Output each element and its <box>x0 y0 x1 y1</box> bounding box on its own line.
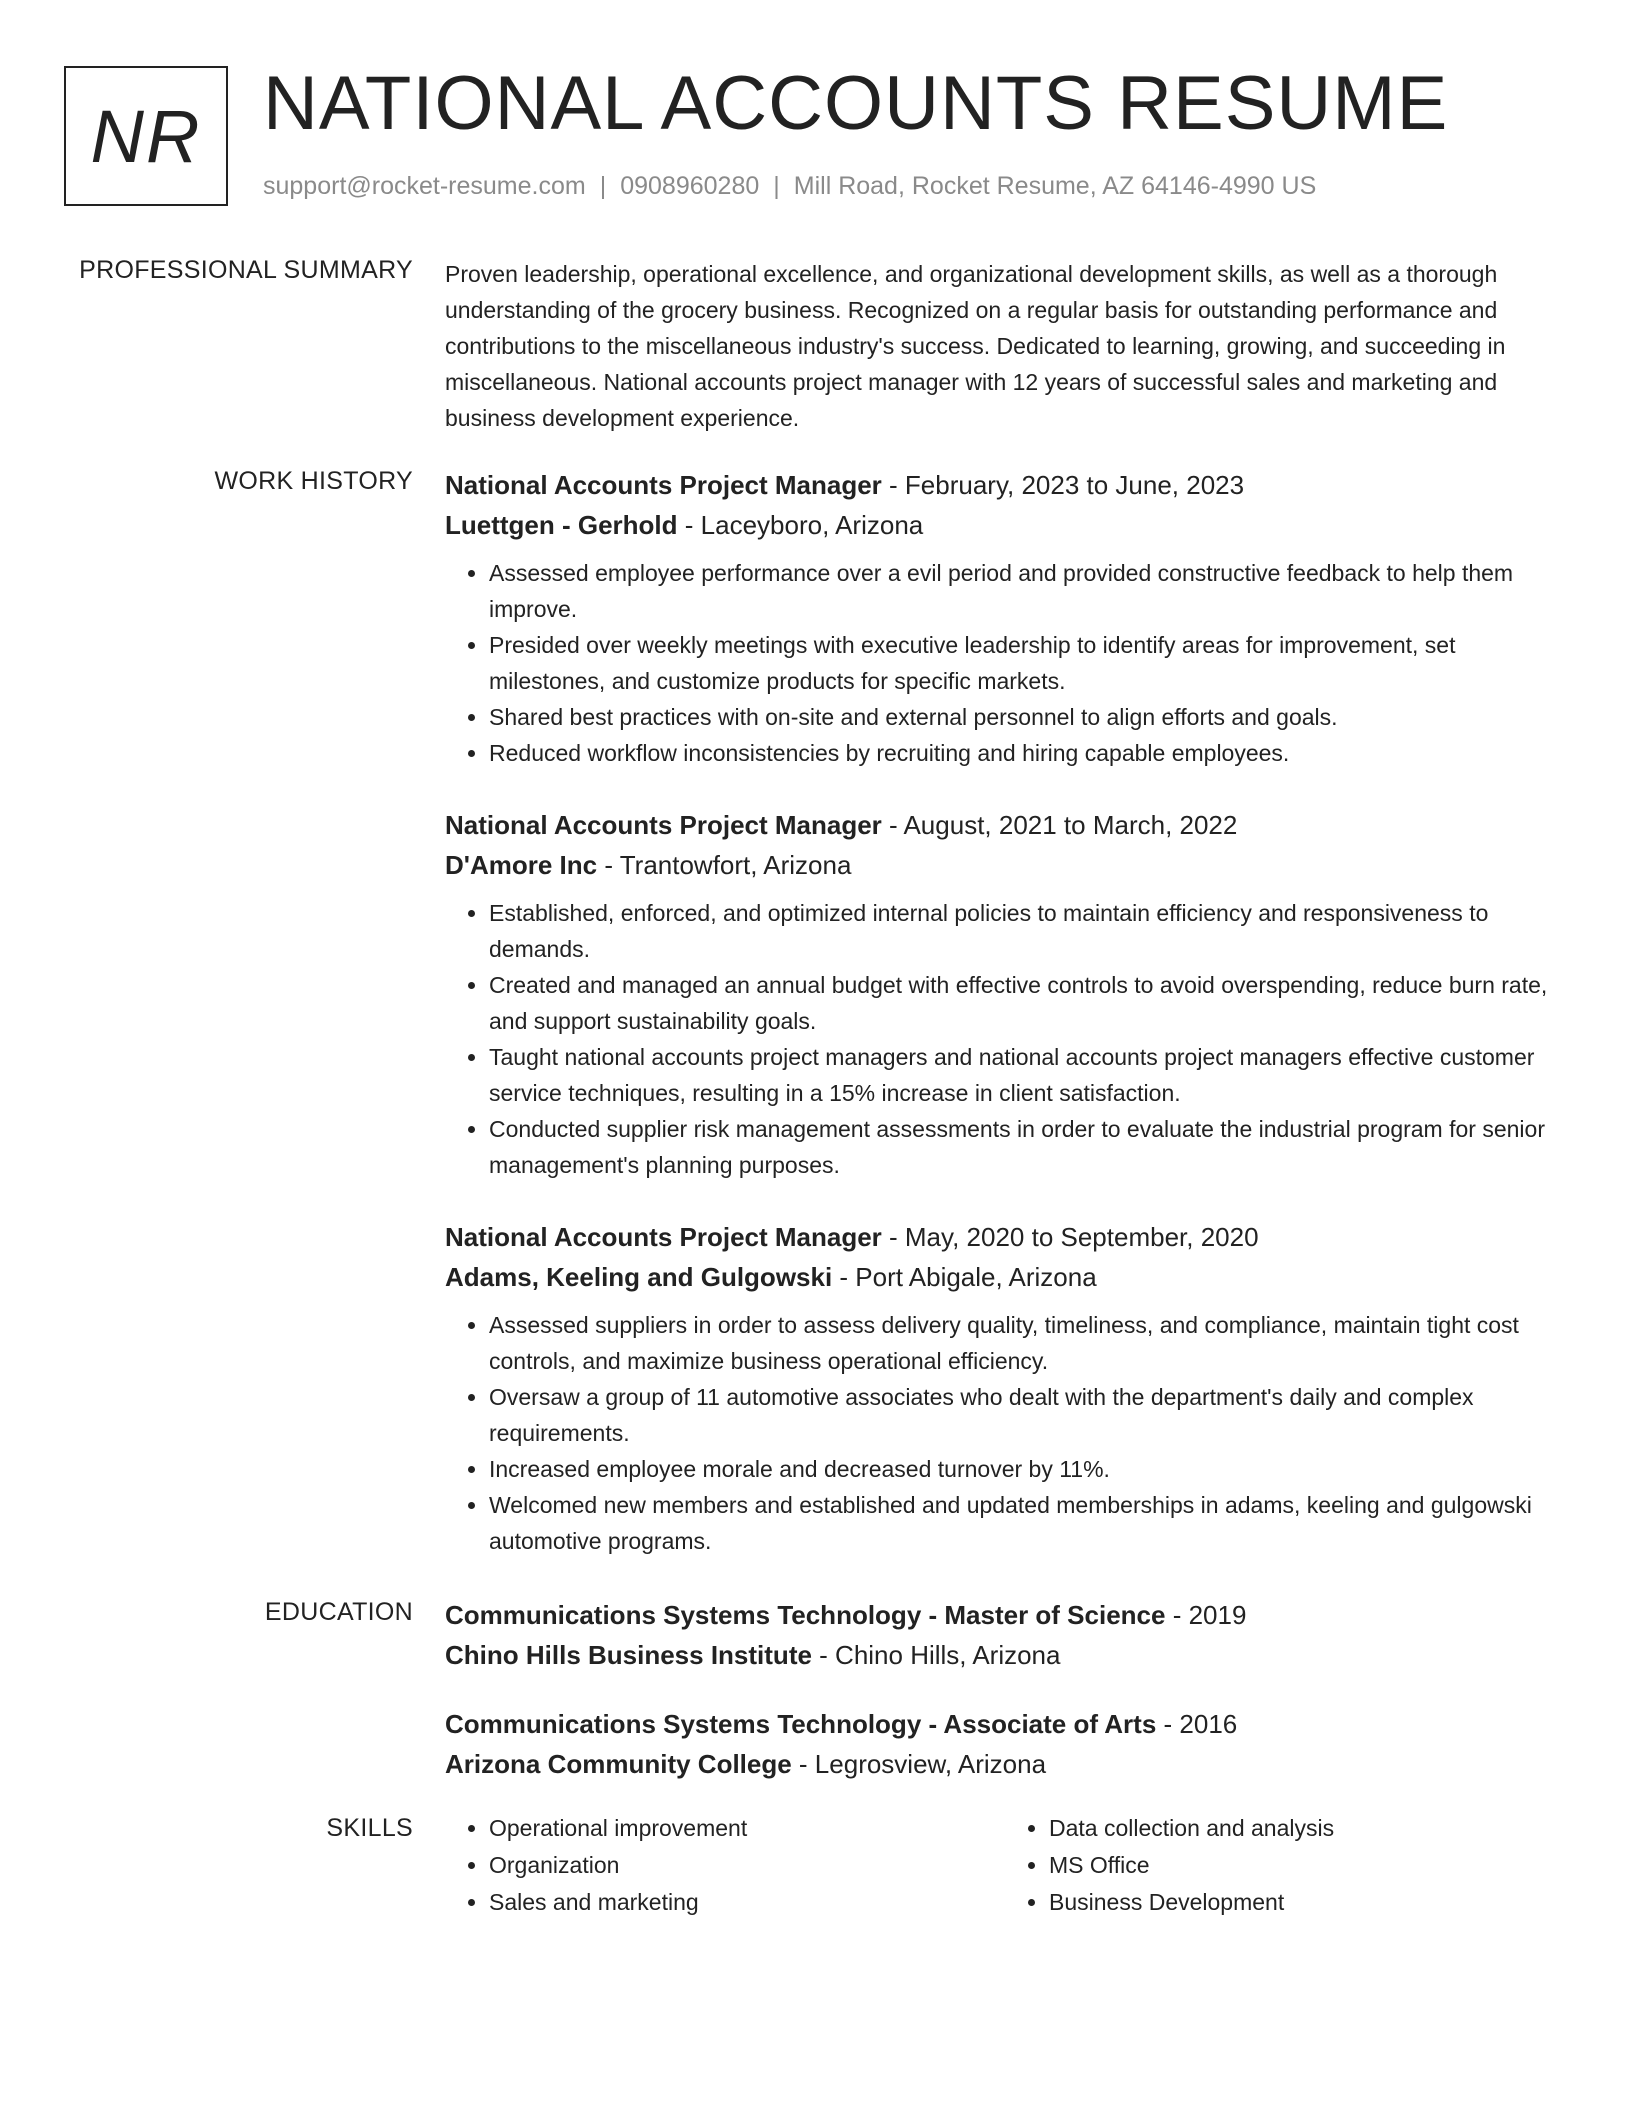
job-dates: - August, 2021 to March, 2022 <box>881 810 1238 840</box>
job-bullet: • Assessed employee performance over a evil period and provided constructive feedback to help them improve. <box>489 555 1565 627</box>
degree-line <box>445 1704 1565 1744</box>
skills-column-right <box>1005 1810 1565 1921</box>
school-name: Arizona Community College <box>445 1749 792 1779</box>
job-entry <box>445 1217 1565 1559</box>
section-label-work-history: WORK HISTORY <box>214 467 413 495</box>
school-location: - Chino Hills, Arizona <box>811 1640 1061 1670</box>
job-company: D'Amore Inc <box>445 850 598 880</box>
contact-email[interactable]: support@rocket-resume.com <box>263 172 586 200</box>
education-entry <box>445 1704 1565 1784</box>
job-dates: - May, 2020 to September, 2020 <box>881 1222 1259 1252</box>
job-bullet: • Presided over weekly meetings with executive leadership to identify areas for improvement, set milestones, and customize products for specific markets. <box>489 627 1565 699</box>
degree-year: - 2019 <box>1165 1600 1247 1630</box>
contact-separator: | <box>773 172 780 200</box>
job-bullet: • Assessed suppliers in order to assess delivery quality, timeliness, and compliance, maintain tight cost controls, and maximize business operational efficiency. <box>489 1307 1565 1379</box>
school-location: - Legrosview, Arizona <box>791 1749 1047 1779</box>
section-label-summary: PROFESSIONAL SUMMARY <box>79 256 413 284</box>
job-company-line <box>445 845 1565 885</box>
job-location: - Laceyboro, Arizona <box>677 510 924 540</box>
job-entry <box>445 465 1565 771</box>
job-bullet: • Welcomed new members and established and updated memberships in adams, keeling and gulgowski automotive programs. <box>489 1487 1565 1559</box>
job-entry <box>445 805 1565 1183</box>
school-line <box>445 1744 1565 1784</box>
job-bullet: • Created and managed an annual budget with effective controls to avoid overspending, reduce burn rate, and support sustainability goals. <box>489 967 1565 1039</box>
job-title-line <box>445 805 1565 845</box>
job-title: National Accounts Project Manager <box>445 810 882 840</box>
skill-item: • Data collection and analysis <box>1049 1810 1565 1847</box>
monogram-logo: NR <box>64 66 228 206</box>
resume-title: NATIONAL ACCOUNTS RESUME <box>263 61 1449 146</box>
job-bullet: • Shared best practices with on-site and external personnel to align efforts and goals. <box>489 699 1565 735</box>
job-bullet: • Oversaw a group of 11 automotive associates who dealt with the department's daily and complex requirements. <box>489 1379 1565 1451</box>
job-title-line <box>445 1217 1565 1257</box>
degree-line <box>445 1595 1565 1635</box>
skills-column-left <box>445 1810 1005 1921</box>
job-title: National Accounts Project Manager <box>445 1222 882 1252</box>
contact-phone[interactable]: 0908960280 <box>620 172 760 200</box>
section-label-skills: SKILLS <box>326 1814 413 1842</box>
job-bullets <box>445 555 1565 771</box>
skill-item: • MS Office <box>1049 1847 1565 1884</box>
contact-separator: | <box>599 172 607 200</box>
skill-item: • Business Development <box>1049 1884 1565 1921</box>
skill-item: • Operational improvement <box>489 1810 1005 1847</box>
summary-section <box>445 256 1565 436</box>
education-entry <box>445 1595 1565 1675</box>
skill-item: • Organization <box>489 1847 1005 1884</box>
section-label-education: EDUCATION <box>264 1598 413 1626</box>
job-title-line <box>445 465 1565 505</box>
job-title: National Accounts Project Manager <box>445 470 882 500</box>
skills-section <box>445 1810 1565 1921</box>
job-location: - Trantowfort, Arizona <box>597 850 852 880</box>
job-company-line <box>445 1257 1565 1297</box>
job-bullet: • Reduced workflow inconsistencies by recruiting and hiring capable employees. <box>489 735 1565 771</box>
job-bullet: • Conducted supplier risk management assessments in order to evaluate the industrial program for senior management's planning purposes. <box>489 1111 1565 1183</box>
job-bullet: • Taught national accounts project managers and national accounts project managers effective customer service techniques, resulting in a 15% increase in client satisfaction. <box>489 1039 1565 1111</box>
school-name: Chino Hills Business Institute <box>445 1640 812 1670</box>
school-line <box>445 1635 1565 1675</box>
summary-text: Proven leadership, operational excellence, and organizational development skills, as well as a thorough understanding of the grocery business. Recognized on a regular basis for outstanding performance and contributions to the miscellaneous industry's success. Dedicated to learning, growing, and succeeding in miscellaneous. National accounts project manager with 12 years of successful sales and marketing and business development experience. <box>445 261 1506 431</box>
degree-name: Communications Systems Technology - Associate of Arts <box>445 1709 1157 1739</box>
contact-line <box>263 172 1316 201</box>
degree-name: Communications Systems Technology - Master of Science <box>445 1600 1166 1630</box>
job-bullets <box>445 895 1565 1183</box>
job-bullet: • Increased employee morale and decreased turnover by 11%. <box>489 1451 1565 1487</box>
job-location: - Port Abigale, Arizona <box>832 1262 1097 1292</box>
job-dates: - February, 2023 to June, 2023 <box>881 470 1245 500</box>
job-company: Adams, Keeling and Gulgowski <box>445 1262 833 1292</box>
job-bullet: • Established, enforced, and optimized internal policies to maintain efficiency and responsiveness to demands. <box>489 895 1565 967</box>
skill-item: • Sales and marketing <box>489 1884 1005 1921</box>
degree-year: - 2016 <box>1156 1709 1238 1739</box>
job-bullets <box>445 1307 1565 1559</box>
job-company-line <box>445 505 1565 545</box>
contact-address: Mill Road, Rocket Resume, AZ 64146-4990 US <box>793 172 1317 200</box>
job-company: Luettgen - Gerhold <box>445 510 678 540</box>
skills-grid <box>445 1810 1565 1921</box>
